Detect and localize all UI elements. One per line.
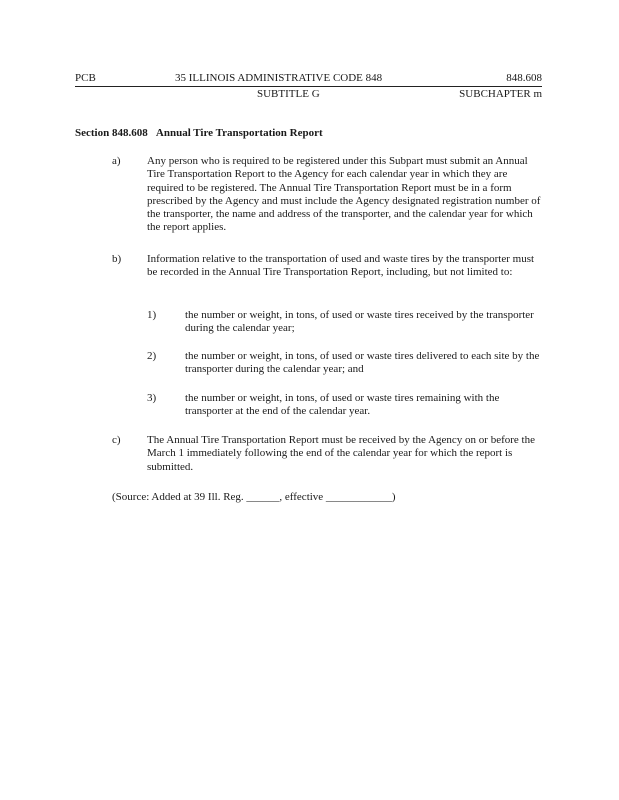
subparagraph-3 <box>147 392 542 420</box>
paragraph-text: Information relative to the transportation of used and waste tires by the transporter must be recorded in the Annual Tire Transportation Report, including, but not limited to: <box>147 253 535 279</box>
subparagraph-2 <box>147 350 542 378</box>
header-code-title: 35 ILLINOIS ADMINISTRATIVE CODE 848 <box>175 72 383 84</box>
header-subtitle: SUBTITLE G <box>257 88 320 100</box>
subparagraph-text: the number or weight, in tons, of used or waste tires remaining with the transporter at the end of the calendar year. <box>185 392 500 418</box>
paragraph-b <box>112 253 542 293</box>
page-header <box>75 71 542 87</box>
subparagraph-marker: 2) <box>147 350 157 362</box>
paragraph-a <box>112 155 542 235</box>
paragraph-marker: c) <box>112 434 121 446</box>
subparagraph-text: the number or weight, in tons, of used or waste tires received by the transporter during the calendar year; <box>185 309 534 335</box>
paragraph-text: Any person who is required to be registered under this Subpart must submit an Annual Tire Transportation Report to the Agency for each calendar year in which they are required to be registered. The Annual Tire Transportation Report must be in a form prescribed by the Agency and must include the Agency designated registration number of the transporter, the name and address of the transporter, and the calendar year for which the report applies. <box>147 155 541 234</box>
paragraph-marker: b) <box>112 253 122 265</box>
header-agency: PCB <box>75 72 96 84</box>
source-note: (Source: Added at 39 Ill. Reg. ______, effective ____________) <box>112 491 396 503</box>
paragraph-text: The Annual Tire Transportation Report must be received by the Agency on or before the March 1 immediately following the end of the calendar year for which the report is submitted. <box>147 434 535 473</box>
subparagraph-1 <box>147 309 542 337</box>
page-subheader <box>75 87 542 101</box>
subparagraph-marker: 1) <box>147 309 157 321</box>
header-section-number: 848.608 <box>506 72 542 84</box>
section-title: Annual Tire Transportation Report <box>155 127 323 139</box>
subparagraph-marker: 3) <box>147 392 157 404</box>
paragraph-marker: a) <box>112 155 121 167</box>
section-number: Section 848.608 <box>75 127 148 139</box>
section-heading <box>75 126 323 140</box>
paragraph-c <box>112 434 542 474</box>
header-subchapter: SUBCHAPTER m <box>459 88 542 100</box>
subparagraph-text: the number or weight, in tons, of used or waste tires delivered to each site by the transporter during the calendar year; and <box>185 350 540 376</box>
